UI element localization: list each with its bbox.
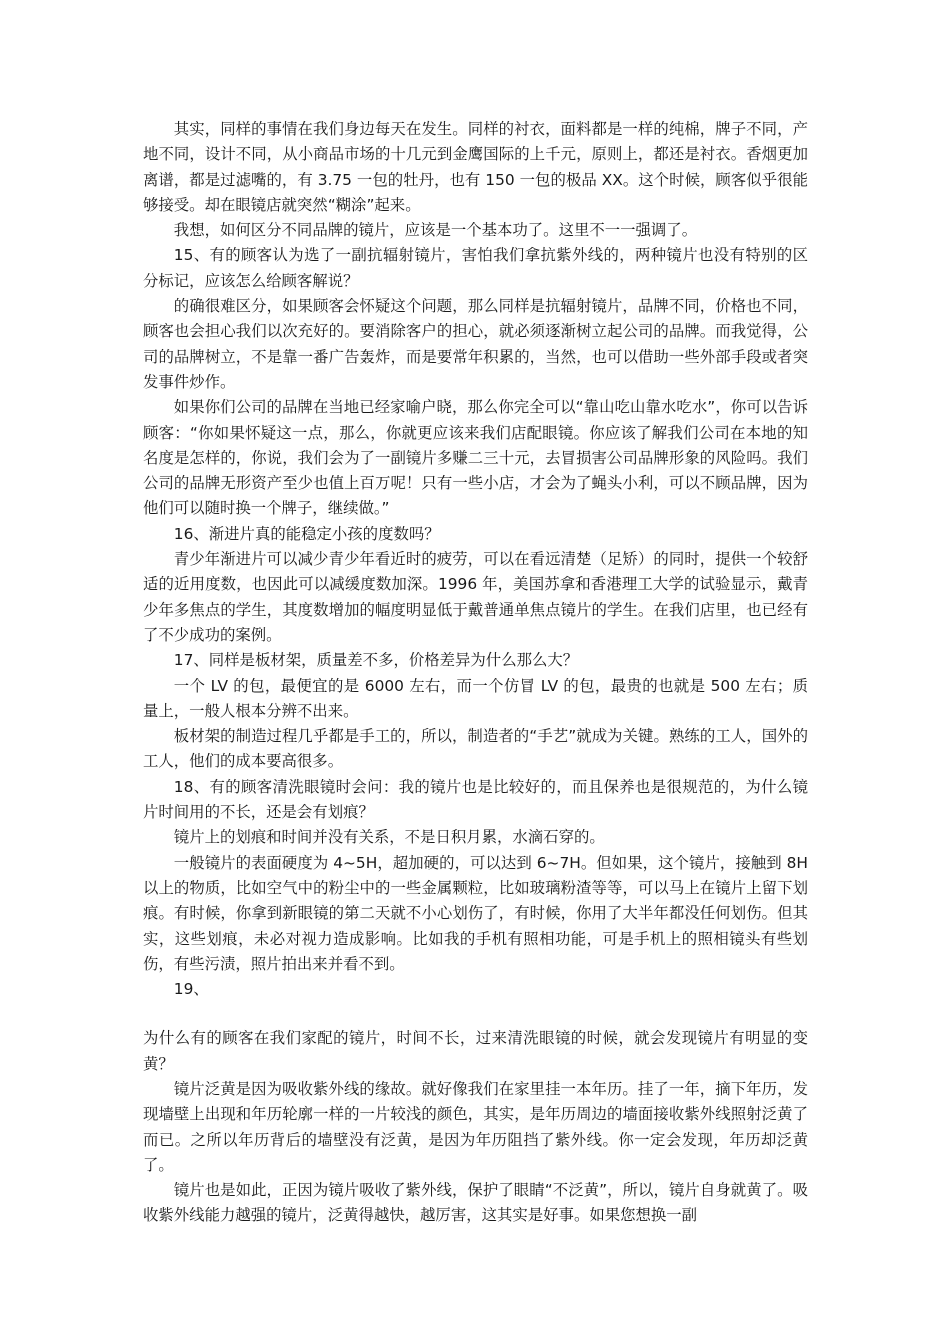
paragraph: 镜片泛黄是因为吸收紫外线的缘故。就好像我们在家里挂一本年历。挂了一年，摘下年历，发现墙壁上出现和年历轮廓一样的一片较浅的颜色，其实，是年历周边的墙面接收紫外线照射泛黄了而已。之所以年历背后的墙壁没有泛黄，是因为年历阻挡了紫外线。你一定会发现，年历却泛黄了。 bbox=[143, 1079, 808, 1174]
paragraph: 一般镜片的表面硬度为 4~5H，超加硬的，可以达到 6~7H。但如果，这个镜片，接触到 8H 以上的物质，比如空气中的粉尘中的一些金属颗粒，比如玻璃粉渣等等，可以马上在镜片上留下划痕。有时候，你拿到新眼镜的第二天就不小心划伤了，有时候，你用了大半年都没任何划伤。但其实，这些划痕，未必对视力造成影响。比如我的手机有照相功能，可是手机上的照相镜头有些划伤，有些污渍，照片拍出来并看不到。 bbox=[143, 853, 808, 973]
paragraph: 的确很难区分，如果顾客会怀疑这个问题，那么同样是抗辐射镜片，品牌不同，价格也不同，顾客也会担心我们以次充好的。要消除客户的担心，就必须逐渐树立起公司的品牌。而我觉得，公司的品牌树立，不是靠一番广告轰炸，而是要常年积累的，当然，也可以借助一些外部手段或者突发事件炒作。 bbox=[143, 297, 808, 391]
paragraph: 如果你们公司的品牌在当地已经家喻户晓，那么你完全可以“靠山吃山靠水吃水”，你可以告诉顾客：“你如果怀疑这一点，那么，你就更应该来我们店配眼镜。你应该了解我们公司在本地的知名度是怎样的，你说，我们会为了一副镜片多赚二三十元，去冒损害公司品牌形象的风险吗。我们公司的品牌无形资产至少也值上百万呢！只有一些小店，才会为了蝇头小利，可以不顾品牌，因为他们可以随时换一个牌子，继续做。” bbox=[143, 398, 808, 518]
paragraph: 我想，如何区分不同品牌的镜片，应该是一个基本功了。这里不一一强调了。 bbox=[173, 221, 698, 240]
question-heading-18: 18、有的顾客清洗眼镜时会问：我的镜片也是比较好的，而且保养也是很规范的，为什么镜片时间用的不长，还是会有划痕？ bbox=[143, 777, 808, 822]
question-heading-15: 15、有的顾客认为选了一副抗辐射镜片，害怕我们拿抗紫外线的，两种镜片也没有特别的区分标记，应该怎么给顾客解说？ bbox=[143, 246, 808, 290]
question-number-19: 19、 bbox=[173, 980, 209, 999]
question-heading-17: 17、同样是板材架，质量差不多，价格差异为什么那么大？ bbox=[173, 651, 579, 670]
paragraph: 镜片也是如此，正因为镜片吸收了紫外线，保护了眼睛“不泛黄”，所以，镜片自身就黄了。吸收紫外线能力越强的镜片，泛黄得越快，越厉害，这其实是好事。如果您想换一副 bbox=[143, 1181, 808, 1225]
document-body bbox=[143, 117, 808, 1229]
paragraph: 一个 LV 的包，最便宜的是 6000 左右，而一个仿冒 LV 的包，最贵的也就是 500 左右；质量上，一般人根本分辨不出来。 bbox=[143, 676, 808, 720]
paragraph: 其实，同样的事情在我们身边每天在发生。同样的衬衣，面料都是一样的纯棉，牌子不同，产地不同，设计不同，从小商品市场的十几元到金鹰国际的上千元，原则上，都还是衬衣。香烟更加离谱，都是过滤嘴的，有 3.75 一包的牡丹，也有 150 一包的极品 XX。这个时候，顾客似乎很能够接受。却在眼镜店就突然“糊涂”起来。 bbox=[143, 120, 808, 214]
blank-gap bbox=[143, 1002, 808, 1026]
paragraph: 青少年渐进片可以减少青少年看近时的疲劳，可以在看远清楚（足矫）的同时，提供一个较舒适的近用度数，也因此可以减缓度数加深。1996 年，美国苏拿和香港理工大学的试验显示，戴青少年多焦点的学生，其度数增加的幅度明显低于戴普通单焦点镜片的学生。在我们店里，也已经有了不少成功的案例。 bbox=[143, 550, 808, 644]
paragraph: 板材架的制造过程几乎都是手工的，所以，制造者的“手艺”就成为关键。熟练的工人，国外的工人，他们的成本要高很多。 bbox=[143, 727, 808, 771]
paragraph: 镜片上的划痕和时间并没有关系，不是日积月累，水滴石穿的。 bbox=[173, 828, 605, 847]
question-heading-16: 16、渐进片真的能稳定小孩的度数吗？ bbox=[173, 524, 440, 543]
question-heading-19: 为什么有的顾客在我们家配的镜片，时间不长，过来清洗眼镜的时候，就会发现镜片有明显的变黄？ bbox=[143, 1029, 808, 1073]
